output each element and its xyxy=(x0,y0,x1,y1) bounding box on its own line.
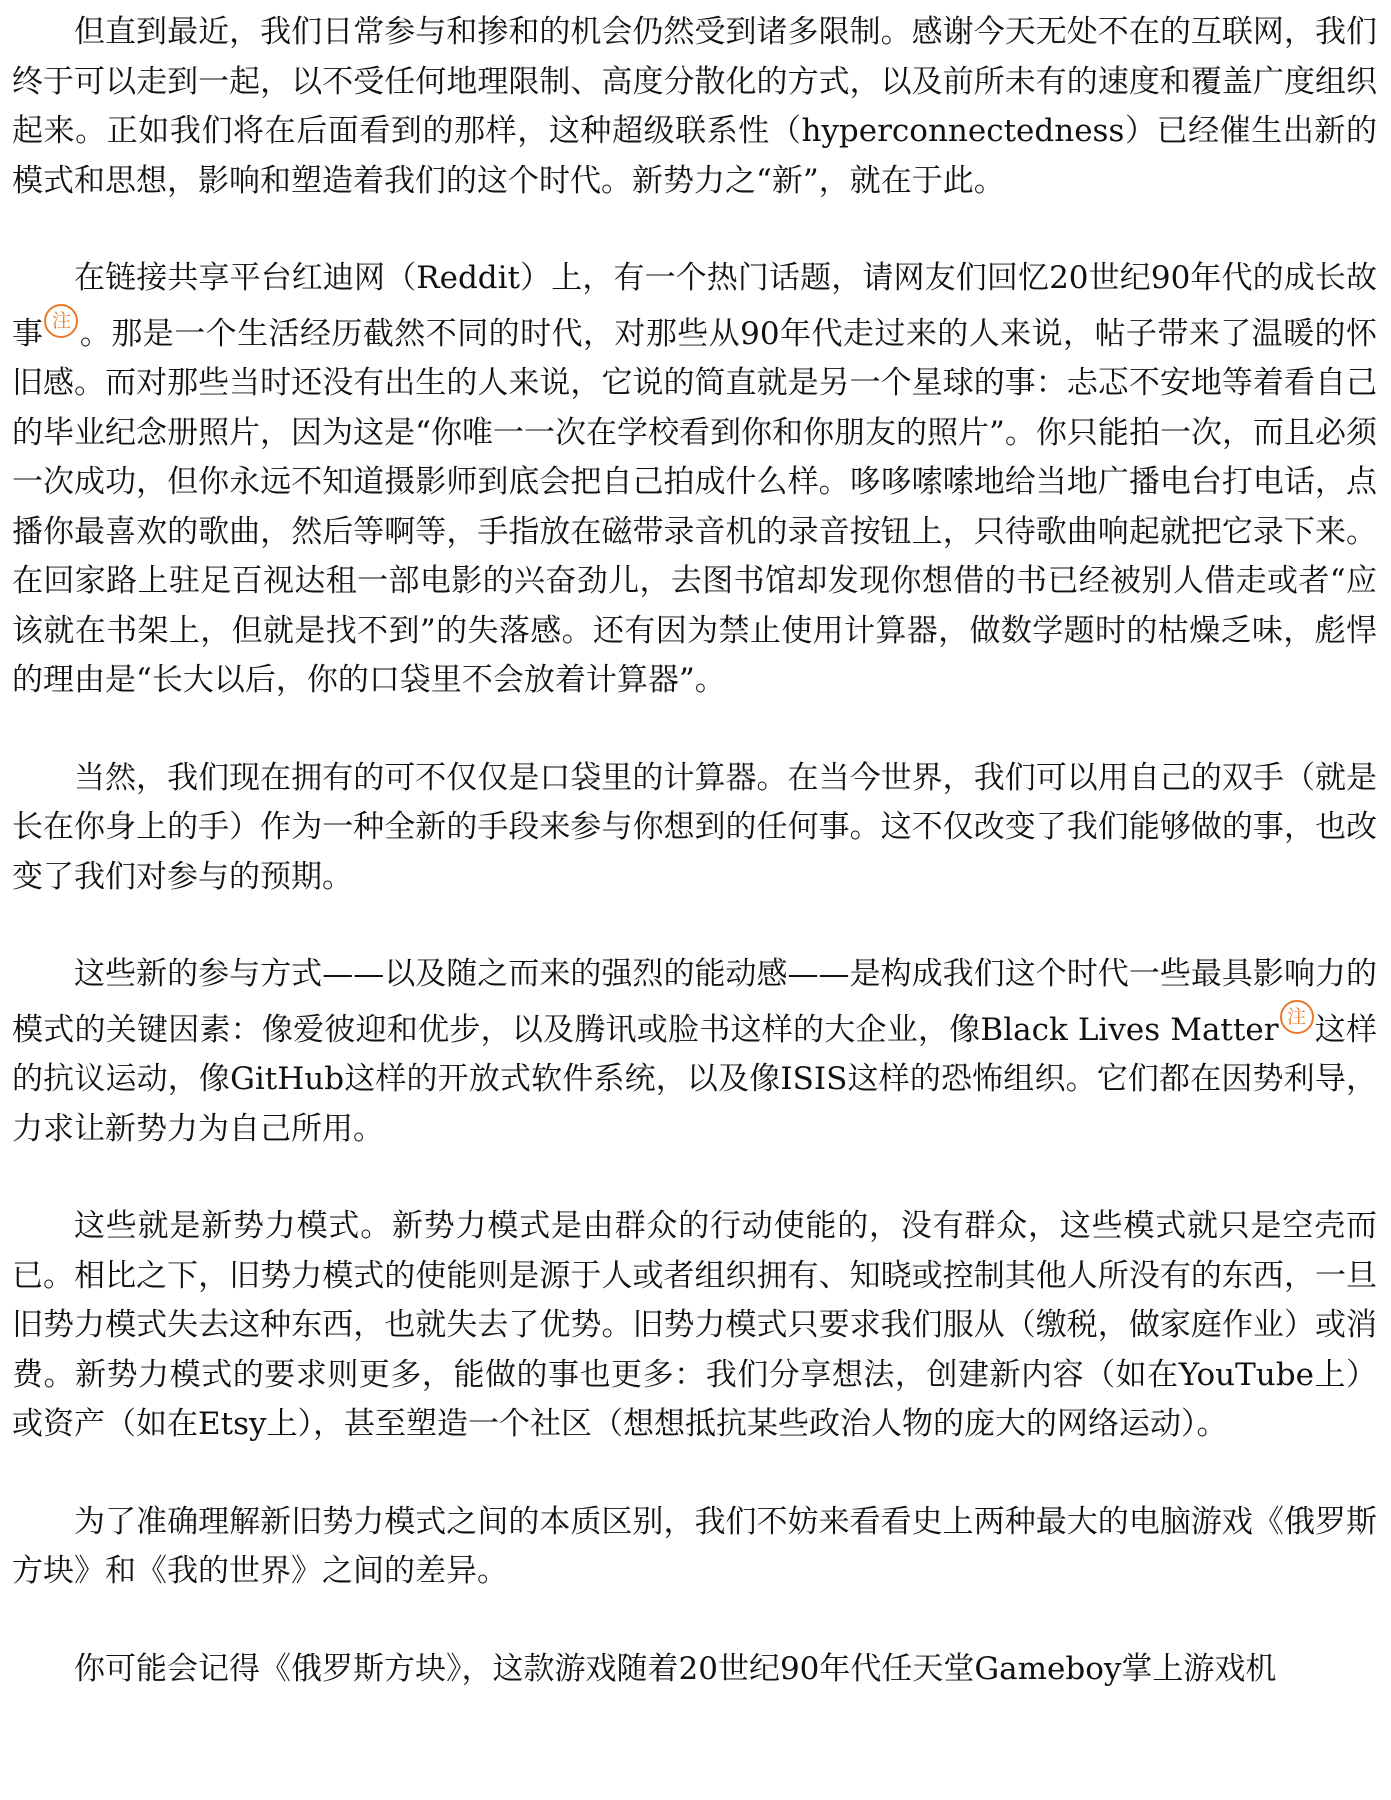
paragraph-2-text-a: 在链接共享平台红迪网（Reddit）上，有一个热门话题，请网友们回忆20世纪90年代的成长故事 xyxy=(12,260,1377,352)
footnote-note-icon[interactable] xyxy=(1280,1000,1314,1034)
note-glyph: 注 xyxy=(1287,1005,1307,1028)
paragraph-3 xyxy=(12,754,1377,903)
paragraph-1 xyxy=(12,8,1377,206)
paragraph-7-text: 你可能会记得《俄罗斯方块》，这款游戏随着20世纪90年代任天堂Gameboy掌上游戏机 xyxy=(74,1650,1277,1687)
paragraph-5 xyxy=(12,1202,1377,1450)
document-page xyxy=(12,8,1377,1792)
paragraph-2-text-b: 。那是一个生活经历截然不同的时代，对那些从90年代走过来的人来说，帖子带来了温暖的怀旧感。而对那些当时还没有出生的人来说，它说的简直就是另一个星球的事：忐忑不安地等着看自己的毕业纪念册照片，因为这是“你唯一一次在学校看到你和你朋友的照片”。你只能拍一次，而且必须一次成功，但你永远不知道摄影师到底会把自己拍成什么样。哆哆嗦嗦地给当地广播电台打电话，点播你最喜欢的歌曲，然后等啊等，手指放在磁带录音机的录音按钮上，只待歌曲响起就把它录下来。在回家路上驻足百视达租一部电影的兴奋劲儿，去图书馆却发现你想借的书已经被别人借走或者“应该就在书架上，但就是找不到”的失落感。还有因为禁止使用计算器，做数学题时的枯燥乏味，彪悍的理由是“长大以后，你的口袋里不会放着计算器”。 xyxy=(12,315,1377,698)
paragraph-1-text: 但直到最近，我们日常参与和掺和的机会仍然受到诸多限制。感谢今天无处不在的互联网，我们终于可以走到一起，以不受任何地理限制、高度分散化的方式，以及前所未有的速度和覆盖广度组织起来。正如我们将在后面看到的那样，这种超级联系性（hyperconnectedness）已经催生出新的模式和思想，影响和塑造着我们的这个时代。新势力之“新”，就在于此。 xyxy=(12,14,1377,199)
paragraph-3-text: 当然，我们现在拥有的可不仅仅是口袋里的计算器。在当今世界，我们可以用自己的双手（就是长在你身上的手）作为一种全新的手段来参与你想到的任何事。这不仅改变了我们能够做的事，也改变了我们对参与的预期。 xyxy=(12,759,1377,895)
paragraph-4-text-b: 这样的抗议运动，像GitHub这样的开放式软件系统，以及像ISIS这样的恐怖组织。它们都在因势利导，力求让新势力为自己所用。 xyxy=(12,1011,1377,1147)
paragraph-6-text: 为了准确理解新旧势力模式之间的本质区别，我们不妨来看看史上两种最大的电脑游戏《俄罗斯方块》和《我的世界》之间的差异。 xyxy=(12,1503,1377,1589)
paragraph-5-text: 这些就是新势力模式。新势力模式是由群众的行动使能的，没有群众，这些模式就只是空壳而已。相比之下，旧势力模式的使能则是源于人或者组织拥有、知晓或控制其他人所没有的东西，一旦旧势力模式失去这种东西，也就失去了优势。旧势力模式只要求我们服从（缴税，做家庭作业）或消费。新势力模式的要求则更多，能做的事也更多：我们分享想法，创建新内容（如在YouTube上）或资产（如在Etsy上），甚至塑造一个社区（想想抵抗某些政治人物的庞大的网络运动）。 xyxy=(12,1208,1377,1442)
note-glyph: 注 xyxy=(51,309,71,332)
paragraph-4-text-a: 这些新的参与方式——以及随之而来的强烈的能动感——是构成我们这个时代一些最具影响力的模式的关键因素：像爱彼迎和优步，以及腾讯或脸书这样的大企业，像Black Lives Matter xyxy=(12,956,1377,1048)
footnote-note-icon[interactable] xyxy=(44,304,78,338)
paragraph-7 xyxy=(12,1645,1377,1695)
paragraph-6 xyxy=(12,1498,1377,1597)
paragraph-2 xyxy=(12,254,1377,706)
paragraph-4 xyxy=(12,950,1377,1154)
